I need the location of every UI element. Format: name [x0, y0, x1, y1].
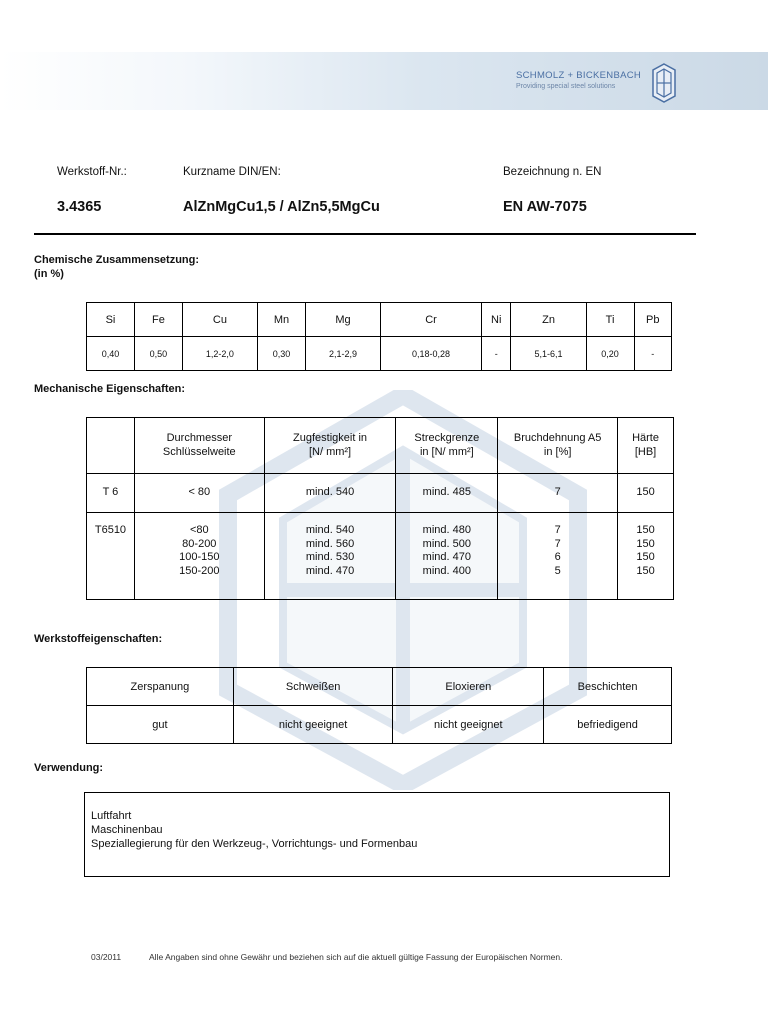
property-value-cell: befriedigend — [544, 706, 672, 744]
elongation-cell: 7 7 6 5 — [498, 513, 618, 600]
value-cell: 2,1-2,9 — [305, 337, 380, 371]
hardness-cell: 150 — [618, 474, 674, 513]
usage-line: Luftfahrt — [91, 810, 132, 822]
yield-cell: mind. 485 — [396, 474, 498, 513]
header-cell — [87, 418, 135, 474]
mechanical-header-row — [87, 418, 674, 474]
header-divider — [34, 233, 696, 235]
element-cell: Zn — [511, 303, 586, 337]
element-cell: Si — [87, 303, 135, 337]
werkstoff-value: 3.4365 — [57, 199, 102, 215]
property-value-cell: nicht geeignet — [393, 706, 544, 744]
diameter-cell: < 80 — [134, 474, 264, 513]
element-cell: Cu — [182, 303, 257, 337]
value-cell: 0,30 — [257, 337, 305, 371]
properties-section-title: Werkstoffeigenschaften: — [34, 633, 163, 645]
brand-tagline: Providing special steel solutions — [516, 83, 616, 90]
property-value-cell: gut — [87, 706, 234, 744]
chemical-value-row — [87, 337, 672, 371]
property-value-cell: nicht geeignet — [233, 706, 393, 744]
table-row — [87, 474, 674, 513]
yield-cell: mind. 480 mind. 500 mind. 470 mind. 400 — [396, 513, 498, 600]
kurzname-value: AlZnMgCu1,5 / AlZn5,5MgCu — [183, 199, 380, 215]
element-cell: Mg — [305, 303, 380, 337]
state-cell: T 6 — [87, 474, 135, 513]
header-cell: Durchmesser Schlüsselweite — [134, 418, 264, 474]
value-cell: 5,1-6,1 — [511, 337, 586, 371]
value-cell: 0,40 — [87, 337, 135, 371]
element-cell: Pb — [634, 303, 671, 337]
property-header-cell: Zerspanung — [87, 668, 234, 706]
value-cell: 1,2-2,0 — [182, 337, 257, 371]
element-cell: Ti — [586, 303, 634, 337]
value-cell: 0,50 — [134, 337, 182, 371]
bezeichnung-value: EN AW-7075 — [503, 199, 587, 215]
properties-value-row — [87, 706, 672, 744]
brand-name: SCHMOLZ + BICKENBACH — [516, 70, 642, 81]
element-cell: Ni — [482, 303, 511, 337]
header-cell: Zugfestigkeit in [N/ mm²] — [264, 418, 396, 474]
value-cell: - — [482, 337, 511, 371]
header-cell: Streckgrenze in [N/ mm²] — [396, 418, 498, 474]
header-cell: Härte [HB] — [618, 418, 674, 474]
tensile-cell: mind. 540 mind. 560 mind. 530 mind. 470 — [264, 513, 396, 600]
elongation-cell: 7 — [498, 474, 618, 513]
mechanical-section-title: Mechanische Eigenschaften: — [34, 383, 185, 395]
element-cell: Mn — [257, 303, 305, 337]
hardness-cell: 150 150 150 150 — [618, 513, 674, 600]
properties-header-row — [87, 668, 672, 706]
usage-box — [84, 792, 670, 877]
chemical-table — [86, 302, 672, 371]
mechanical-table — [86, 417, 674, 600]
properties-table — [86, 667, 672, 744]
property-header-cell: Beschichten — [544, 668, 672, 706]
property-header-cell: Schweißen — [233, 668, 393, 706]
value-cell: 0,20 — [586, 337, 634, 371]
value-cell: 0,18-0,28 — [381, 337, 482, 371]
property-header-cell: Eloxieren — [393, 668, 544, 706]
header-cell: Bruchdehnung A5 in [%] — [498, 418, 618, 474]
footer-date: 03/2011 — [91, 952, 122, 962]
element-cell: Cr — [381, 303, 482, 337]
diameter-cell: <80 80-200 100-150 150-200 — [134, 513, 264, 600]
usage-line: Maschinenbau — [91, 824, 163, 836]
value-cell: - — [634, 337, 671, 371]
tensile-cell: mind. 540 — [264, 474, 396, 513]
chemical-section-title: Chemische Zusammensetzung: — [34, 254, 200, 266]
table-row — [87, 513, 674, 600]
chemical-unit: (in %) — [34, 268, 64, 280]
chemical-header-row — [87, 303, 672, 337]
company-logo-icon — [652, 63, 676, 103]
kurzname-label: Kurzname DIN/EN: — [183, 166, 281, 178]
element-cell: Fe — [134, 303, 182, 337]
usage-line: Speziallegierung für den Werkzeug-, Vorrichtungs- und Formenbau — [91, 838, 418, 850]
state-cell: T6510 — [87, 513, 135, 600]
bezeichnung-label: Bezeichnung n. EN — [503, 166, 602, 178]
usage-section-title: Verwendung: — [34, 762, 104, 774]
footer-disclaimer: Alle Angaben sind ohne Gewähr und beziehen sich auf die aktuell gültige Fassung der Europäischen Normen. — [149, 952, 563, 962]
werkstoff-label: Werkstoff-Nr.: — [57, 166, 127, 178]
